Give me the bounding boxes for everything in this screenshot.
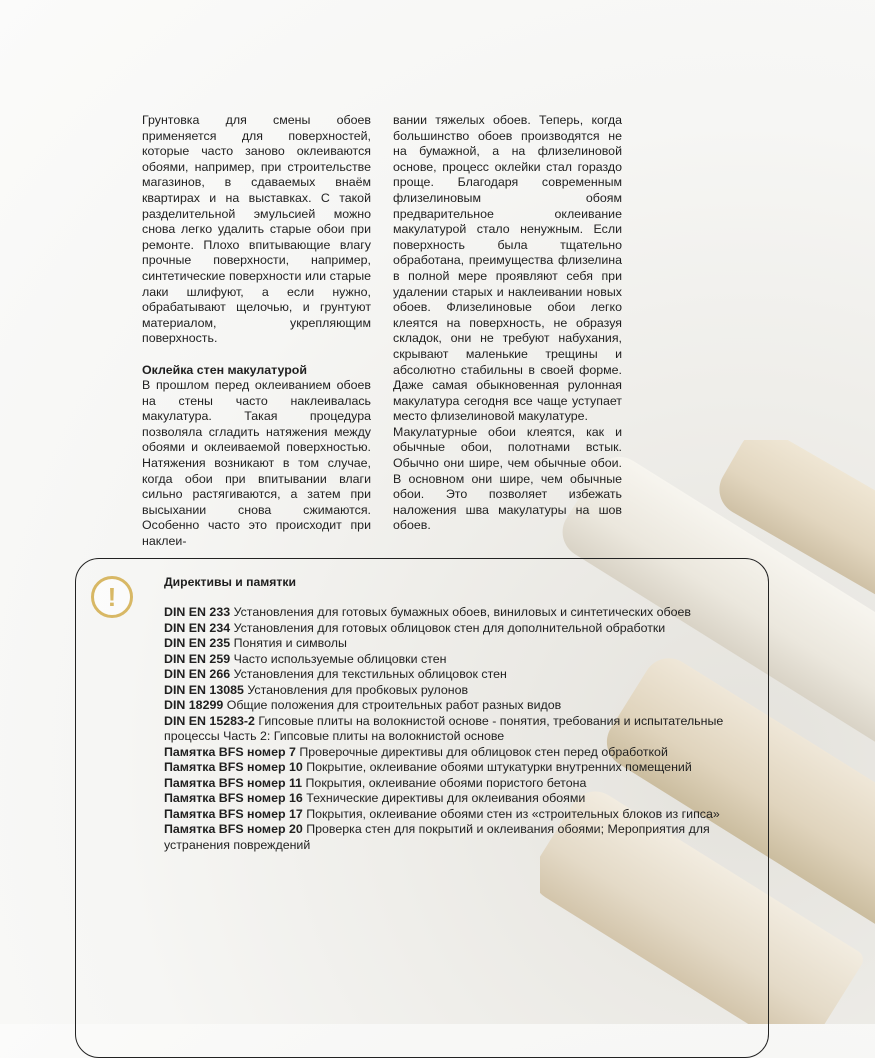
directives-list bbox=[164, 605, 764, 853]
directive-text: Установления для текстильных облицовок стен bbox=[230, 667, 507, 681]
directive-text: Установления для готовых облицовок стен для дополнительной обработки bbox=[230, 620, 666, 635]
directive-item bbox=[164, 822, 764, 853]
directive-code: DIN EN 15283-2 bbox=[164, 713, 255, 728]
paragraph: В прошлом перед оклеиванием обоев на стены часто наклеивалась макулатура. Такая процедура позволяла сгладить натяжения между обоями и оклеиваемой поверхностью. Натяжения возникают в том случае, когда обои при впитывании влаги сильно растягиваются, а затем при высыхании снова сжимаются. Особенно часто это происходит при наклеи- bbox=[142, 378, 371, 549]
directive-item bbox=[164, 652, 764, 668]
directive-item bbox=[164, 776, 764, 792]
directive-item bbox=[164, 636, 764, 652]
directive-text: Гипсовые плиты на волокнистой основе - понятия, требования и испытательные процессы Часть 2: Гипсовые плиты на волокнистой основе bbox=[164, 713, 724, 743]
directive-text: Часто используемые облицовки стен bbox=[230, 651, 447, 666]
directive-text: Установления для готовых бумажных обоев, виниловых и синтетических обоев bbox=[230, 605, 691, 619]
directive-code: DIN EN 235 bbox=[164, 636, 231, 650]
box-title: Директивы и памятки bbox=[164, 575, 296, 589]
directive-item bbox=[164, 760, 764, 776]
directive-text: Проверочные директивы для облицовок стен перед обработкой bbox=[295, 744, 668, 759]
directive-item bbox=[164, 714, 764, 745]
directive-item bbox=[164, 605, 764, 621]
directive-text: Установления для пробковых рулонов bbox=[243, 682, 469, 697]
article-column-1 bbox=[142, 113, 371, 550]
directive-item bbox=[164, 621, 764, 637]
directive-text: Покрытия, оклеивание обоями пористого бетона bbox=[302, 775, 587, 790]
directive-code: DIN EN 234 bbox=[164, 620, 231, 635]
directive-code: DIN EN 13085 bbox=[164, 682, 244, 697]
exclamation-icon: ! bbox=[91, 576, 133, 618]
directive-code: DIN EN 233 bbox=[164, 605, 231, 619]
directive-text: Технические директивы для оклеивания обоями bbox=[302, 791, 586, 805]
directive-code: Памятка BFS номер 17 bbox=[164, 806, 303, 821]
directive-code: DIN EN 259 bbox=[164, 651, 231, 666]
directive-text: Проверка стен для покрытий и оклеивания обоями; Мероприятия для устранения повреждений bbox=[164, 822, 710, 852]
directive-item bbox=[164, 745, 764, 761]
directive-code: Памятка BFS номер 16 bbox=[164, 791, 303, 805]
directive-text: Покрытие, оклеивание обоями штукатурки внутренних помещений bbox=[302, 760, 692, 774]
paragraph: Грунтовка для смены обоев применяется для поверхностей, которые часто заново оклеиваются обоями, например, при строительстве магазинов, в сдаваемых внаём квартирах и на выставках. С такой разделительной эмульсией можно снова легко удалить старые обои при ремонте. Плохо впитывающие влагу прочные поверхности, например, синтетические поверхности или старые лаки шлифуют, а если нужно, обрабатывают щелочью, и грунтуют материалом, укрепляющим поверхность. bbox=[142, 113, 371, 346]
directive-item bbox=[164, 667, 764, 683]
paragraph: Макулатурные обои клеятся, как и обычные обои, полотнами встык. Обычно они шире, чем обычные обои. В основном они шире, чем обычные обои. Это позволяет избежать наложения шва макулатуры на шов обоев. bbox=[393, 424, 622, 533]
directive-item bbox=[164, 683, 764, 699]
paragraph: вании тяжелых обоев. Теперь, когда большинство обоев производятся не на бумажной, а на флизелиновой основе, процесс оклейки стал гораздо проще. Благодаря современным флизелиновым обоям предварительное оклеивание макулатурой стало ненужным. Если поверхность была тщательно обработана, преимущества флизелина в полной мере проявляют себя при удалении старых и наклеивании новых обоев. Флизелиновые обои легко клеятся на поверхность, не образуя складок, они не требуют набухания, скрывают маленькие трещины и абсолютно стабильны в своей форме. Даже самая обыкновенная рулонная макулатура сегодня все чаще уступает место флизелиновой макулатуре. bbox=[393, 113, 622, 424]
directive-item bbox=[164, 791, 764, 807]
directive-text: Общие положения для строительных работ разных видов bbox=[223, 698, 562, 712]
subheading: Оклейка стен макулатурой bbox=[142, 362, 307, 377]
directive-code: Памятка BFS номер 20 bbox=[164, 822, 303, 836]
directive-code: DIN 18299 bbox=[164, 698, 224, 712]
directive-text: Понятия и символы bbox=[230, 636, 347, 650]
directive-code: Памятка BFS номер 7 bbox=[164, 744, 296, 759]
directive-item bbox=[164, 807, 764, 823]
directive-text: Покрытия, оклеивание обоями стен из «строительных блоков из гипса» bbox=[302, 806, 720, 821]
directive-item bbox=[164, 698, 764, 714]
article-column-2 bbox=[393, 113, 622, 534]
directive-code: Памятка BFS номер 11 bbox=[164, 775, 303, 790]
directive-code: DIN EN 266 bbox=[164, 667, 231, 681]
directive-code: Памятка BFS номер 10 bbox=[164, 760, 303, 774]
